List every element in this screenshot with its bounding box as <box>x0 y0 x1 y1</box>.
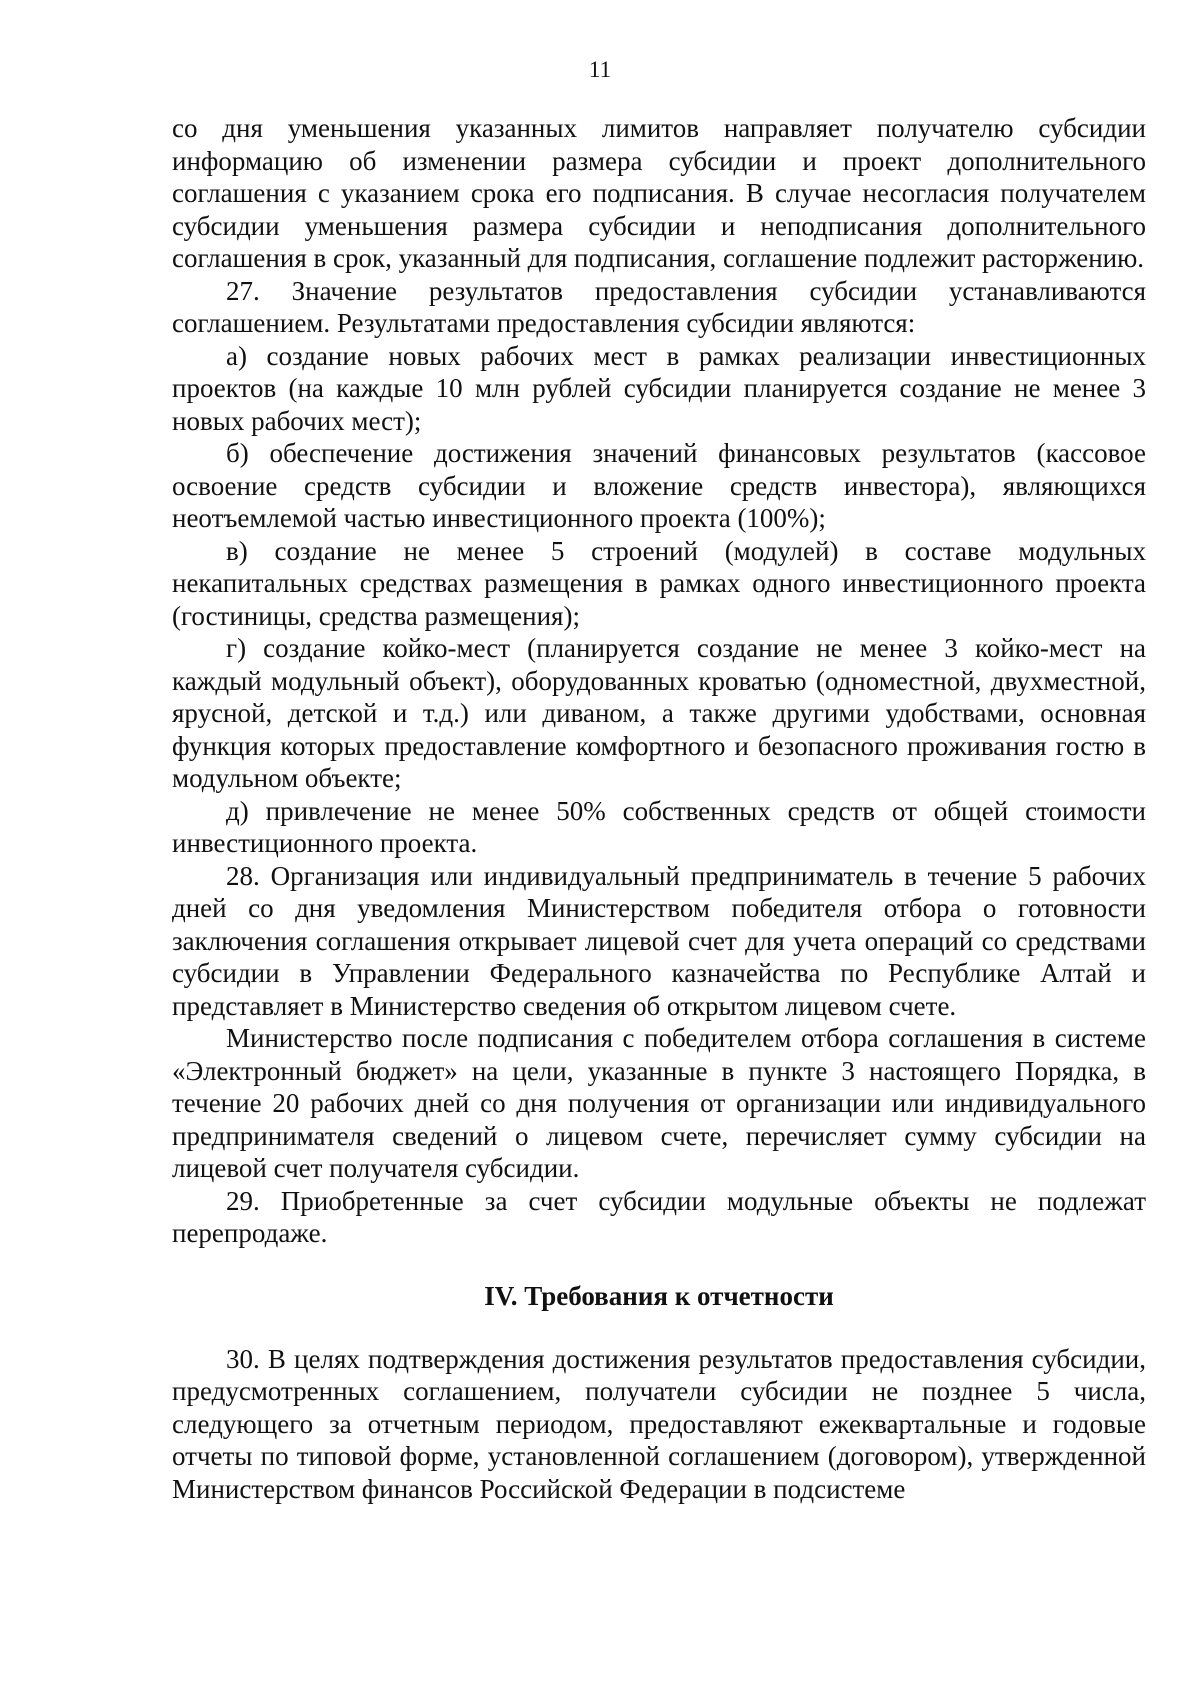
paragraph-subitem-b: б) обеспечение достижения значений финансовых результатов (кассовое освоение средств субсидии и вложение средств инвестора), являющихся неотъемлемой частью инвестиционного проекта (100%); <box>172 438 1146 533</box>
page-number: 11 <box>588 57 612 82</box>
paragraph-subitem-g: г) создание койко-мест (планируется создание не менее 3 койко-мест на каждый модульный объект), оборудованных кроватью (одноместной, двухместной, ярусной, детской и т.д.) или диваном, а также другими удобствами, основная функция которых предоставление комфортного и безопасного проживания гостю в модульном объекте; <box>172 633 1146 793</box>
paragraph-subitem-a: а) создание новых рабочих мест в рамках реализации инвестиционных проектов (на каждые 10 млн рублей субсидии планируется создание не менее 3 новых рабочих мест); <box>172 340 1146 436</box>
paragraph-item-30: 30. В целях подтверждения достижения результатов предоставления субсидии, предусмотренных соглашением, получатели субсидии не позднее 5 числа, следующего за отчетным периодом, предоставляют ежеквартальные и годовые отчеты по типовой форме, установленной соглашением (договором), утвержденной Министерством финансов Российской Федерации в подсистеме <box>172 1343 1146 1504</box>
paragraph-subitem-d: д) привлечение не менее 50% собственных средств от общей стоимости инвестиционного проекта. <box>172 795 1146 858</box>
section-heading: IV. Требования к отчетности <box>484 1280 834 1311</box>
paragraph-item-28: 28. Организация или индивидуальный предприниматель в течение 5 рабочих дней со дня уведомления Министерством победителя отбора о готовности заключения соглашения открывает лицевой счет для учета операций со средствами субсидии в Управлении Федерального казначейства по Республике Алтай и представляет в Министерство сведения об открытом лицевом счете. <box>172 860 1146 1021</box>
paragraph-item-27: 27. Значение результатов предоставления субсидии устанавливаются соглашением. Результатами предоставления субсидии являются: <box>172 275 1146 338</box>
paragraph-subitem-v: в) создание не менее 5 строений (модулей) в составе модульных некапитальных средствах размещения в рамках одного инвестиционного проекта (гостиницы, средства размещения); <box>172 535 1146 631</box>
document-body <box>172 112 1146 1505</box>
paragraph-continuation: со дня уменьшения указанных лимитов направляет получателю субсидии информацию об изменении размера субсидии и проект дополнительного соглашения с указанием срока его подписания. В случае несогласия получателем субсидии уменьшения размера субсидии и неподписания дополнительного соглашения в срок, указанный для подписания, соглашение подлежит расторжению. <box>172 113 1146 273</box>
paragraph-item-29: 29. Приобретенные за счет субсидии модульные объекты не подлежат перепродаже. <box>172 1185 1146 1248</box>
paragraph-ministry-transfer: Министерство после подписания с победителем отбора соглашения в системе «Электронный бюджет» на цели, указанные в пункте 3 настоящего Порядка, в течение 20 рабочих дней со дня получения от организации или индивидуального предпринимателя сведений о лицевом счете, перечисляет сумму субсидии на лицевой счет получателя субсидии. <box>172 1023 1146 1183</box>
